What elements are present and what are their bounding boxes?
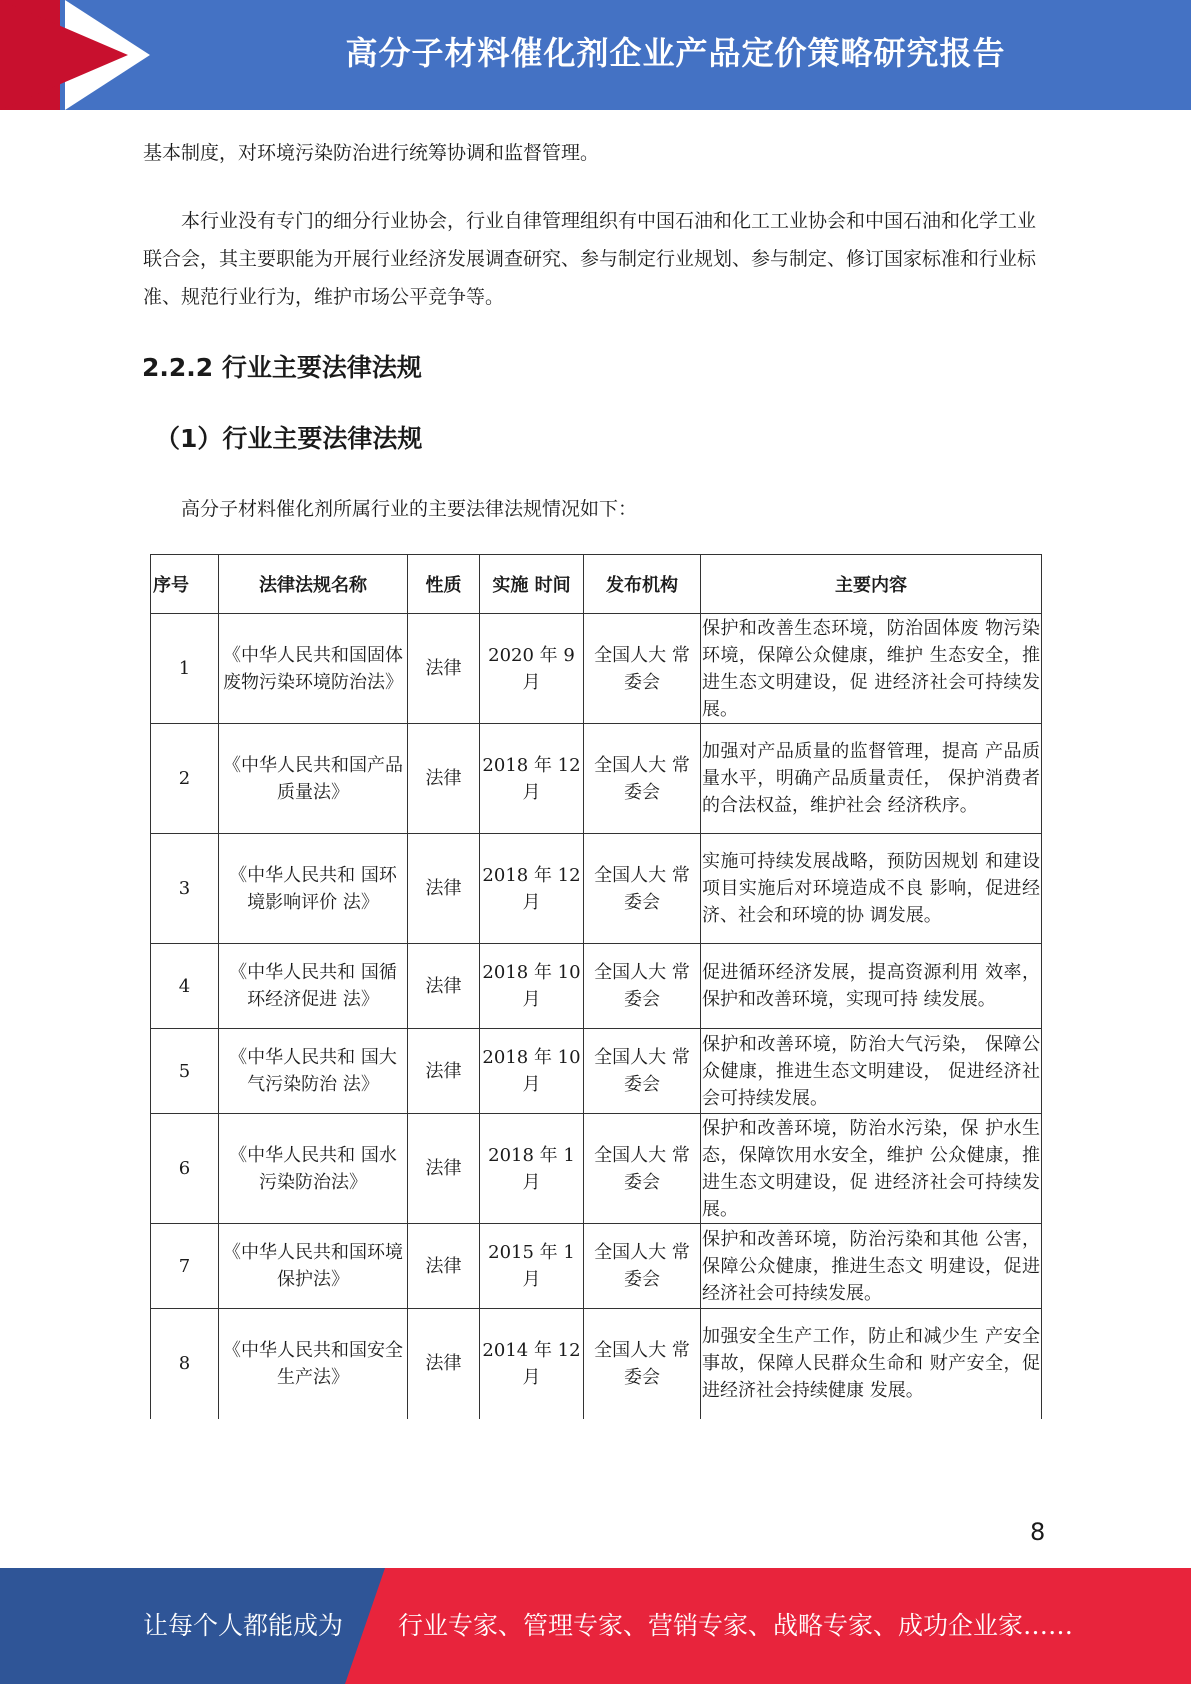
cell-type: 法律 — [408, 1224, 480, 1309]
cell-no: 3 — [151, 834, 219, 944]
page-number: 8 — [1030, 1518, 1046, 1546]
table-row — [151, 944, 1042, 1029]
cell-name: 《中华人民共和国环境保护法》 — [219, 1224, 408, 1309]
cell-content: 保护和改善生态环境，防治固体废 物污染环境，保障公众健康，维护 生态安全，推进生态文明建设，促 进经济社会可持续发展。 — [701, 614, 1042, 724]
cell-content: 加强对产品质量的监督管理，提高 产品质量水平，明确产品质量责任， 保护消费者的合法权益，维护社会 经济秩序。 — [701, 724, 1042, 834]
table-row — [151, 834, 1042, 944]
cell-name: 《中华人民共和国产品质量法》 — [219, 724, 408, 834]
section-heading: 2.2.2 行业主要法律法规 — [142, 353, 422, 382]
cell-type: 法律 — [408, 944, 480, 1029]
cell-no: 1 — [151, 614, 219, 724]
cell-org: 全国人大 常委会 — [584, 1309, 701, 1419]
table-row — [151, 1224, 1042, 1309]
cell-no: 8 — [151, 1309, 219, 1419]
header-name: 法律法规名称 — [219, 555, 408, 614]
cell-org: 全国人大 常委会 — [584, 724, 701, 834]
subsection-heading: （1）行业主要法律法规 — [155, 424, 423, 453]
header-content: 主要内容 — [701, 555, 1042, 614]
table-row — [151, 1029, 1042, 1114]
laws-table — [150, 554, 1042, 1419]
table-row — [151, 724, 1042, 834]
cell-content: 实施可持续发展战略，预防因规划 和建设项目实施后对环境造成不良 影响，促进经济、社会和环境的协 调发展。 — [701, 834, 1042, 944]
table-row — [151, 614, 1042, 724]
cell-name: 《中华人民共和国固体废物污染环境防治法》 — [219, 614, 408, 724]
table-row — [151, 1114, 1042, 1224]
header-arrow-red — [0, 0, 128, 110]
cell-type: 法律 — [408, 1114, 480, 1224]
cell-type: 法律 — [408, 724, 480, 834]
header-type: 性质 — [408, 555, 480, 614]
table-row — [151, 1309, 1042, 1419]
table-header-row — [151, 555, 1042, 614]
cell-date: 2018 年 12 月 — [480, 724, 584, 834]
cell-type: 法律 — [408, 614, 480, 724]
paragraph-associations: 本行业没有专门的细分行业协会，行业自律管理组织有中国石油和化工工业协会和中国石油和化学工业联合会，其主要职能为开展行业经济发展调查研究、参与制定行业规划、参与制定、修订国家标准和行业标准、规范行业行为，维护市场公平竞争等。 — [143, 210, 1037, 308]
cell-name: 《中华人民共和 国大气污染防治 法》 — [219, 1029, 408, 1114]
header-no: 序号 — [151, 555, 219, 614]
cell-content: 加强安全生产工作，防止和减少生 产安全事故，保障人民群众生命和 财产安全，促进经济社会持续健康 发展。 — [701, 1309, 1042, 1419]
header-banner — [0, 0, 1191, 110]
report-title: 高分子材料催化剂企业产品定价策略研究报告 — [345, 34, 1006, 72]
cell-date: 2020 年 9月 — [480, 614, 584, 724]
header-date: 实施 时间 — [480, 555, 584, 614]
cell-name: 《中华人民共和国安全生产法》 — [219, 1309, 408, 1419]
cell-no: 2 — [151, 724, 219, 834]
cell-no: 5 — [151, 1029, 219, 1114]
cell-date: 2018 年 10 月 — [480, 944, 584, 1029]
cell-date: 2018 年 1 月 — [480, 1114, 584, 1224]
cell-name: 《中华人民共和 国循环经济促进 法》 — [219, 944, 408, 1029]
cell-date: 2015 年 1 月 — [480, 1224, 584, 1309]
footer-slogan-right: 行业专家、管理专家、营销专家、战略专家、成功企业家…… — [398, 1611, 1074, 1640]
cell-type: 法律 — [408, 834, 480, 944]
cell-no: 6 — [151, 1114, 219, 1224]
cell-content: 保护和改善环境，防治大气污染， 保障公众健康，推进生态文明建设， 促进经济社会可持续发展。 — [701, 1029, 1042, 1114]
cell-no: 4 — [151, 944, 219, 1029]
cell-name: 《中华人民共和 国水污染防治法》 — [219, 1114, 408, 1224]
cell-org: 全国人大 常委会 — [584, 614, 701, 724]
cell-org: 全国人大 常委会 — [584, 1224, 701, 1309]
cell-no: 7 — [151, 1224, 219, 1309]
cell-date: 2014 年 12 月 — [480, 1309, 584, 1419]
cell-org: 全国人大 常委会 — [584, 1029, 701, 1114]
cell-date: 2018 年 12 月 — [480, 834, 584, 944]
cell-type: 法律 — [408, 1029, 480, 1114]
header-org: 发布机构 — [584, 555, 701, 614]
cell-name: 《中华人民共和 国环境影响评价 法》 — [219, 834, 408, 944]
cell-content: 促进循环经济发展，提高资源利用 效率，保护和改善环境，实现可持 续发展。 — [701, 944, 1042, 1029]
cell-org: 全国人大 常委会 — [584, 834, 701, 944]
cell-content: 保护和改善环境，防治水污染，保 护水生态，保障饮用水安全，维护 公众健康，推进生态文明建设，促 进经济社会可持续发展。 — [701, 1114, 1042, 1224]
paragraph-continuation: 基本制度，对环境污染防治进行统筹协调和监督管理。 — [143, 142, 600, 164]
footer-slogan-left: 让每个人都能成为 — [143, 1611, 344, 1640]
table-intro: 高分子材料催化剂所属行业的主要法律法规情况如下： — [181, 498, 638, 520]
cell-type: 法律 — [408, 1309, 480, 1419]
cell-content: 保护和改善环境，防治污染和其他 公害，保障公众健康，推进生态文 明建设，促进经济社会可持续发展。 — [701, 1224, 1042, 1309]
footer-banner — [0, 1568, 1191, 1684]
cell-org: 全国人大 常委会 — [584, 944, 701, 1029]
cell-org: 全国人大 常委会 — [584, 1114, 701, 1224]
cell-date: 2018 年 10 月 — [480, 1029, 584, 1114]
